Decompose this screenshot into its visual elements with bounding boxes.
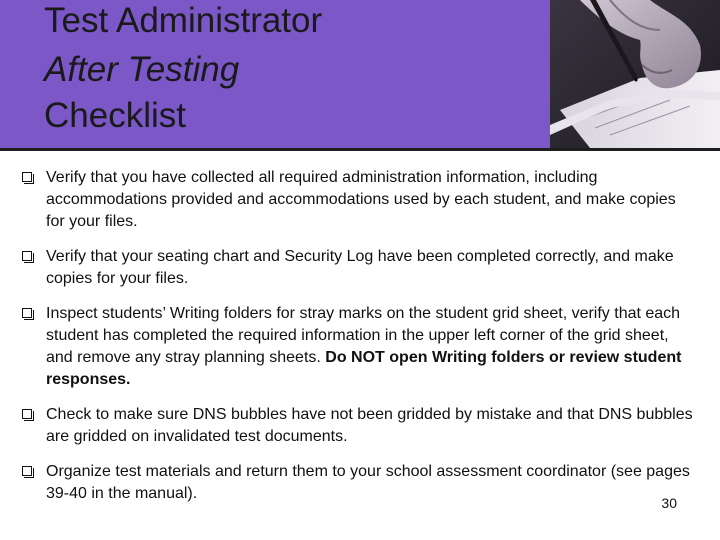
checkbox-icon: [22, 308, 32, 318]
checklist-item-text: Verify that you have collected all required administration information, including accommodations provided and accommodations used by each student, and make copies for your files.: [46, 169, 676, 230]
checkbox-icon: [22, 251, 32, 261]
page-title-line-1: Test Administrator: [44, 1, 323, 40]
checklist-item-text: Organize test materials and return them to your school assessment coordinator (see pages 39-40 in the manual).: [46, 463, 690, 502]
page-title-line-2: After Testing: [44, 50, 240, 89]
checkbox-icon: [22, 466, 32, 476]
title-banner: [0, 0, 550, 148]
checklist-item: [22, 167, 694, 233]
hand-writing-photo-icon: [550, 0, 720, 148]
checklist-item: [22, 461, 694, 505]
checklist-item-emphasis: Do NOT open Writing folders or review student responses.: [46, 349, 682, 388]
checklist-item-text: Check to make sure DNS bubbles have not been gridded by mistake and that DNS bubbles are gridded on invalidated test documents.: [46, 406, 693, 445]
checkbox-icon: [22, 172, 32, 182]
checklist-item-text: Inspect students’ Writing folders for stray marks on the student grid sheet, verify that each student has completed the required information in the upper left corner of the grid sheet, and remove any stray planning sheets.: [46, 305, 681, 366]
checklist: [22, 167, 694, 518]
checkbox-icon: [22, 409, 32, 419]
checklist-item: [22, 303, 694, 391]
checklist-item: [22, 246, 694, 290]
header-divider: [0, 148, 720, 151]
checklist-item: [22, 404, 694, 448]
page-title-line-3: Checklist: [44, 96, 186, 135]
checklist-item-text: Verify that your seating chart and Security Log have been completed correctly, and make copies for your files.: [46, 248, 674, 287]
page-number: 30: [661, 495, 677, 511]
